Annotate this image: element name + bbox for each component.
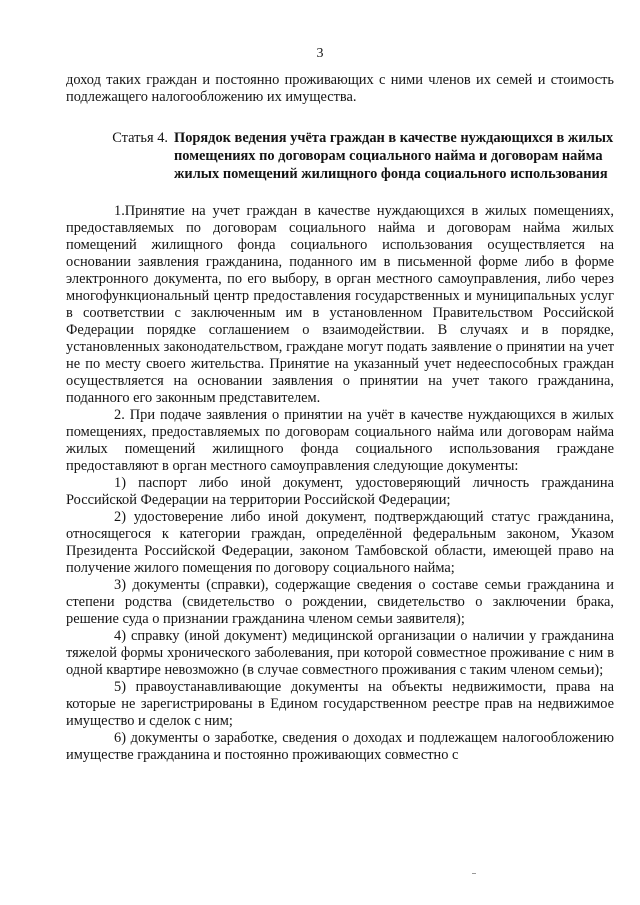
paragraph-1: 1.Принятие на учет граждан в качестве нуждающихся в жилых помещениях, предоставляемых по договорам социального найма и договорам найма жилых помещений жилищного фонда социального использования осуществляется на основании заявления гражданина, поданного им в письменной форме либо в форме электронного документа, по его выбору, в орган местного самоуправления, либо через многофункциональный центр предоставления государственных и муниципальных услуг в соответствии с заключенным им в установленном Правительством Российской Федерации порядке соглашением о взаимодействии. В случаях и в порядке, установленных законодательством, граждане могут подать заявление о принятии на учет не по месту своего жительства. Принятие на указанный учет недееспособных граждан осуществляется на основании заявления о принятии на учет такого гражданина, поданного его законным представителем. xyxy=(66,203,614,406)
intro-paragraph: доход таких граждан и постоянно проживающих с ними членов их семей и стоимость подлежащего налогообложению их имущества. xyxy=(66,72,614,105)
page-number: 3 xyxy=(316,46,324,61)
list-item-2: 2) удостоверение либо иной документ, подтверждающий статус гражданина, относящегося к категории граждан, определённой федеральным законом, Указом Президента Российской Федерации, законом Тамбовской области, имеющей право на получение жилого помещения по договору социального найма; xyxy=(66,509,614,576)
list-item-1: 1) паспорт либо иной документ, удостоверяющий личность гражданина Российской Федерации на территории Российской Федерации; xyxy=(66,475,614,508)
list-item-4: 4) справку (иной документ) медицинской организации о наличии у гражданина тяжелой формы хронического заболевания, при которой совместное проживание с ним в одной квартире невозможно (в случае совместного проживания с таким членом семьи); xyxy=(66,628,614,678)
article-heading xyxy=(66,129,614,183)
paragraph-2: 2. При подаче заявления о принятии на учёт в качестве нуждающихся в жилых помещениях, предоставляемых по договорам социального найма или договорам найма жилых помещений жилищного фонда социального использования граждане предоставляют в орган местного самоуправления следующие документы: xyxy=(66,407,614,474)
document-body xyxy=(66,72,614,764)
scan-speck xyxy=(472,873,476,874)
list-item-6: 6) документы о заработке, сведения о доходах и подлежащем налогообложению имуществе гражданина и постоянно проживающих совместно с xyxy=(66,730,614,763)
article-title: Порядок ведения учёта граждан в качестве нуждающихся в жилых помещениях по договорам социального найма и договорам найма жилых помещений жилищного фонда социального использования xyxy=(174,130,614,182)
article-label: Статья 4. xyxy=(112,130,168,146)
list-item-5: 5) правоустанавливающие документы на объекты недвижимости, права на которые не зарегистрированы в Едином государственном реестре прав на недвижимое имущество и сделок с ним; xyxy=(66,679,614,729)
list-item-3: 3) документы (справки), содержащие сведения о составе семьи гражданина и степени родства (свидетельство о рождении, свидетельство о заключении брака, решение суда о признании гражданина членом семьи заявителя); xyxy=(66,577,614,627)
